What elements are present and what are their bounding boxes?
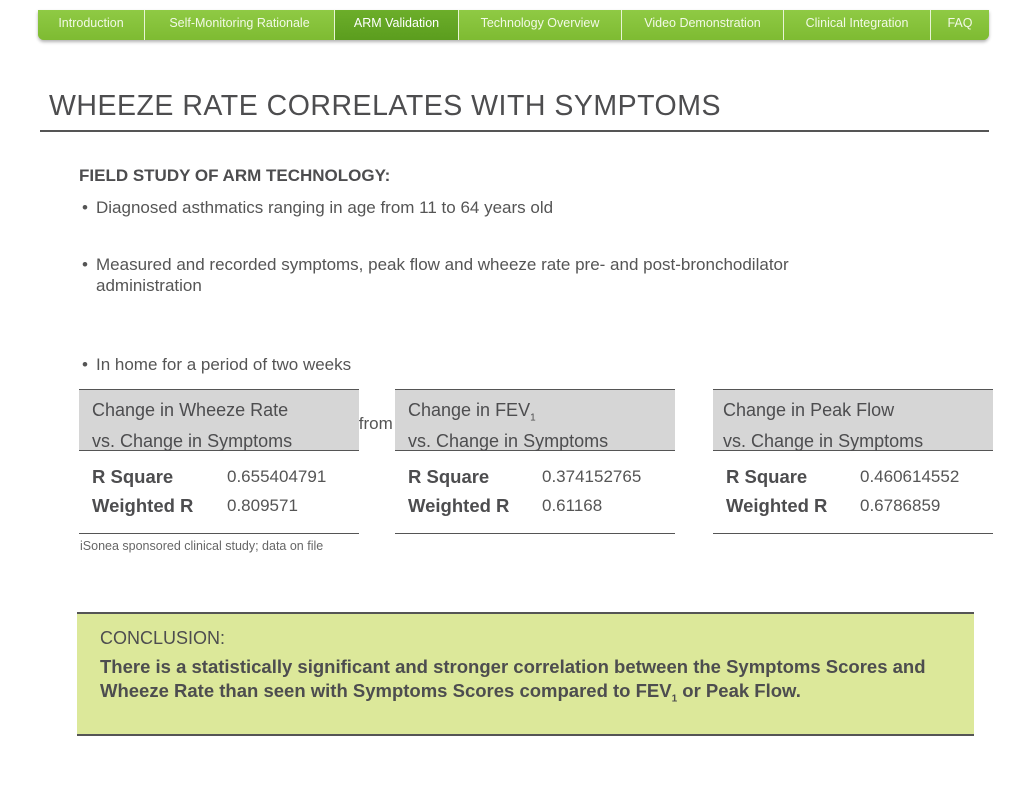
r-square-value: 0.460614552: [860, 466, 960, 486]
stat-box-header: [713, 390, 993, 451]
top-nav: [38, 10, 989, 40]
r-square-label: R Square: [92, 465, 174, 487]
section-heading: FIELD STUDY OF ARM TECHNOLOGY:: [79, 166, 391, 185]
list-item: • In home for a period of two weeks: [82, 354, 832, 375]
conclusion-text-end: or Peak Flow.: [677, 680, 801, 701]
conclusion-box: [77, 612, 974, 736]
weighted-r-value: 0.809571: [227, 495, 298, 515]
weighted-r-row: [726, 491, 993, 520]
stat-header-line1: Change in FEV: [408, 400, 531, 420]
stat-header-line1: Change in Peak Flow: [723, 400, 895, 420]
stat-header-line1: Change in Wheeze Rate: [92, 400, 289, 420]
weighted-r-value: 0.6786859: [860, 495, 941, 515]
tab-faq[interactable]: FAQ: [931, 10, 989, 40]
title-divider: [40, 130, 989, 132]
r-square-row: [408, 462, 675, 491]
stat-header-subscript: 1: [530, 412, 536, 424]
stat-box-peak-flow: [713, 389, 993, 534]
r-square-row: [726, 462, 993, 491]
footnote: iSonea sponsored clinical study; data on file: [80, 539, 324, 553]
stat-header-line2: vs. Change in Symptoms: [92, 430, 293, 451]
r-square-label: R Square: [726, 465, 808, 487]
stat-box-header: [395, 390, 675, 451]
weighted-r-label: Weighted R: [726, 494, 828, 516]
stat-box-wheeze-rate: [79, 389, 359, 534]
conclusion-heading: CONCLUSION:: [100, 628, 226, 648]
r-square-label: R Square: [408, 465, 490, 487]
conclusion-body: [100, 655, 960, 712]
r-square-row: [92, 462, 359, 491]
r-square-value: 0.655404791: [227, 466, 327, 486]
stat-box-fev1: [395, 389, 675, 534]
list-item: • from: [82, 413, 832, 434]
stat-header-line2: vs. Change in Symptoms: [723, 430, 924, 451]
tab-video-demonstration[interactable]: Video Demonstration: [622, 10, 784, 40]
tab-technology-overview[interactable]: Technology Overview: [459, 10, 622, 40]
stat-box-header: [79, 390, 359, 451]
weighted-r-label: Weighted R: [92, 494, 194, 516]
tab-arm-validation[interactable]: ARM Validation: [335, 10, 459, 40]
page-title: WHEEZE RATE CORRELATES WITH SYMPTOMS: [49, 90, 721, 122]
tab-introduction[interactable]: Introduction: [38, 10, 145, 40]
tab-clinical-integration[interactable]: Clinical Integration: [784, 10, 931, 40]
conclusion-text: There is a statistically significant and stronger correlation between the Symptoms Scores and Wheeze Rate than seen with Symptoms Scores compared to FEV: [100, 656, 926, 701]
weighted-r-label: Weighted R: [408, 494, 510, 516]
tab-self-monitoring-rationale[interactable]: Self-Monitoring Rationale: [145, 10, 335, 40]
conclusion-subscript: 1: [671, 693, 678, 705]
list-item: • Measured and recorded symptoms, peak flow and wheeze rate pre- and post-bronchodilator administration: [82, 254, 832, 296]
stat-header-line2: vs. Change in Symptoms: [408, 430, 609, 451]
weighted-r-row: [92, 491, 359, 520]
weighted-r-row: [408, 491, 675, 520]
weighted-r-value: 0.61168: [542, 495, 603, 515]
list-item: • Diagnosed asthmatics ranging in age from 11 to 64 years old: [82, 197, 832, 218]
r-square-value: 0.374152765: [542, 466, 642, 486]
